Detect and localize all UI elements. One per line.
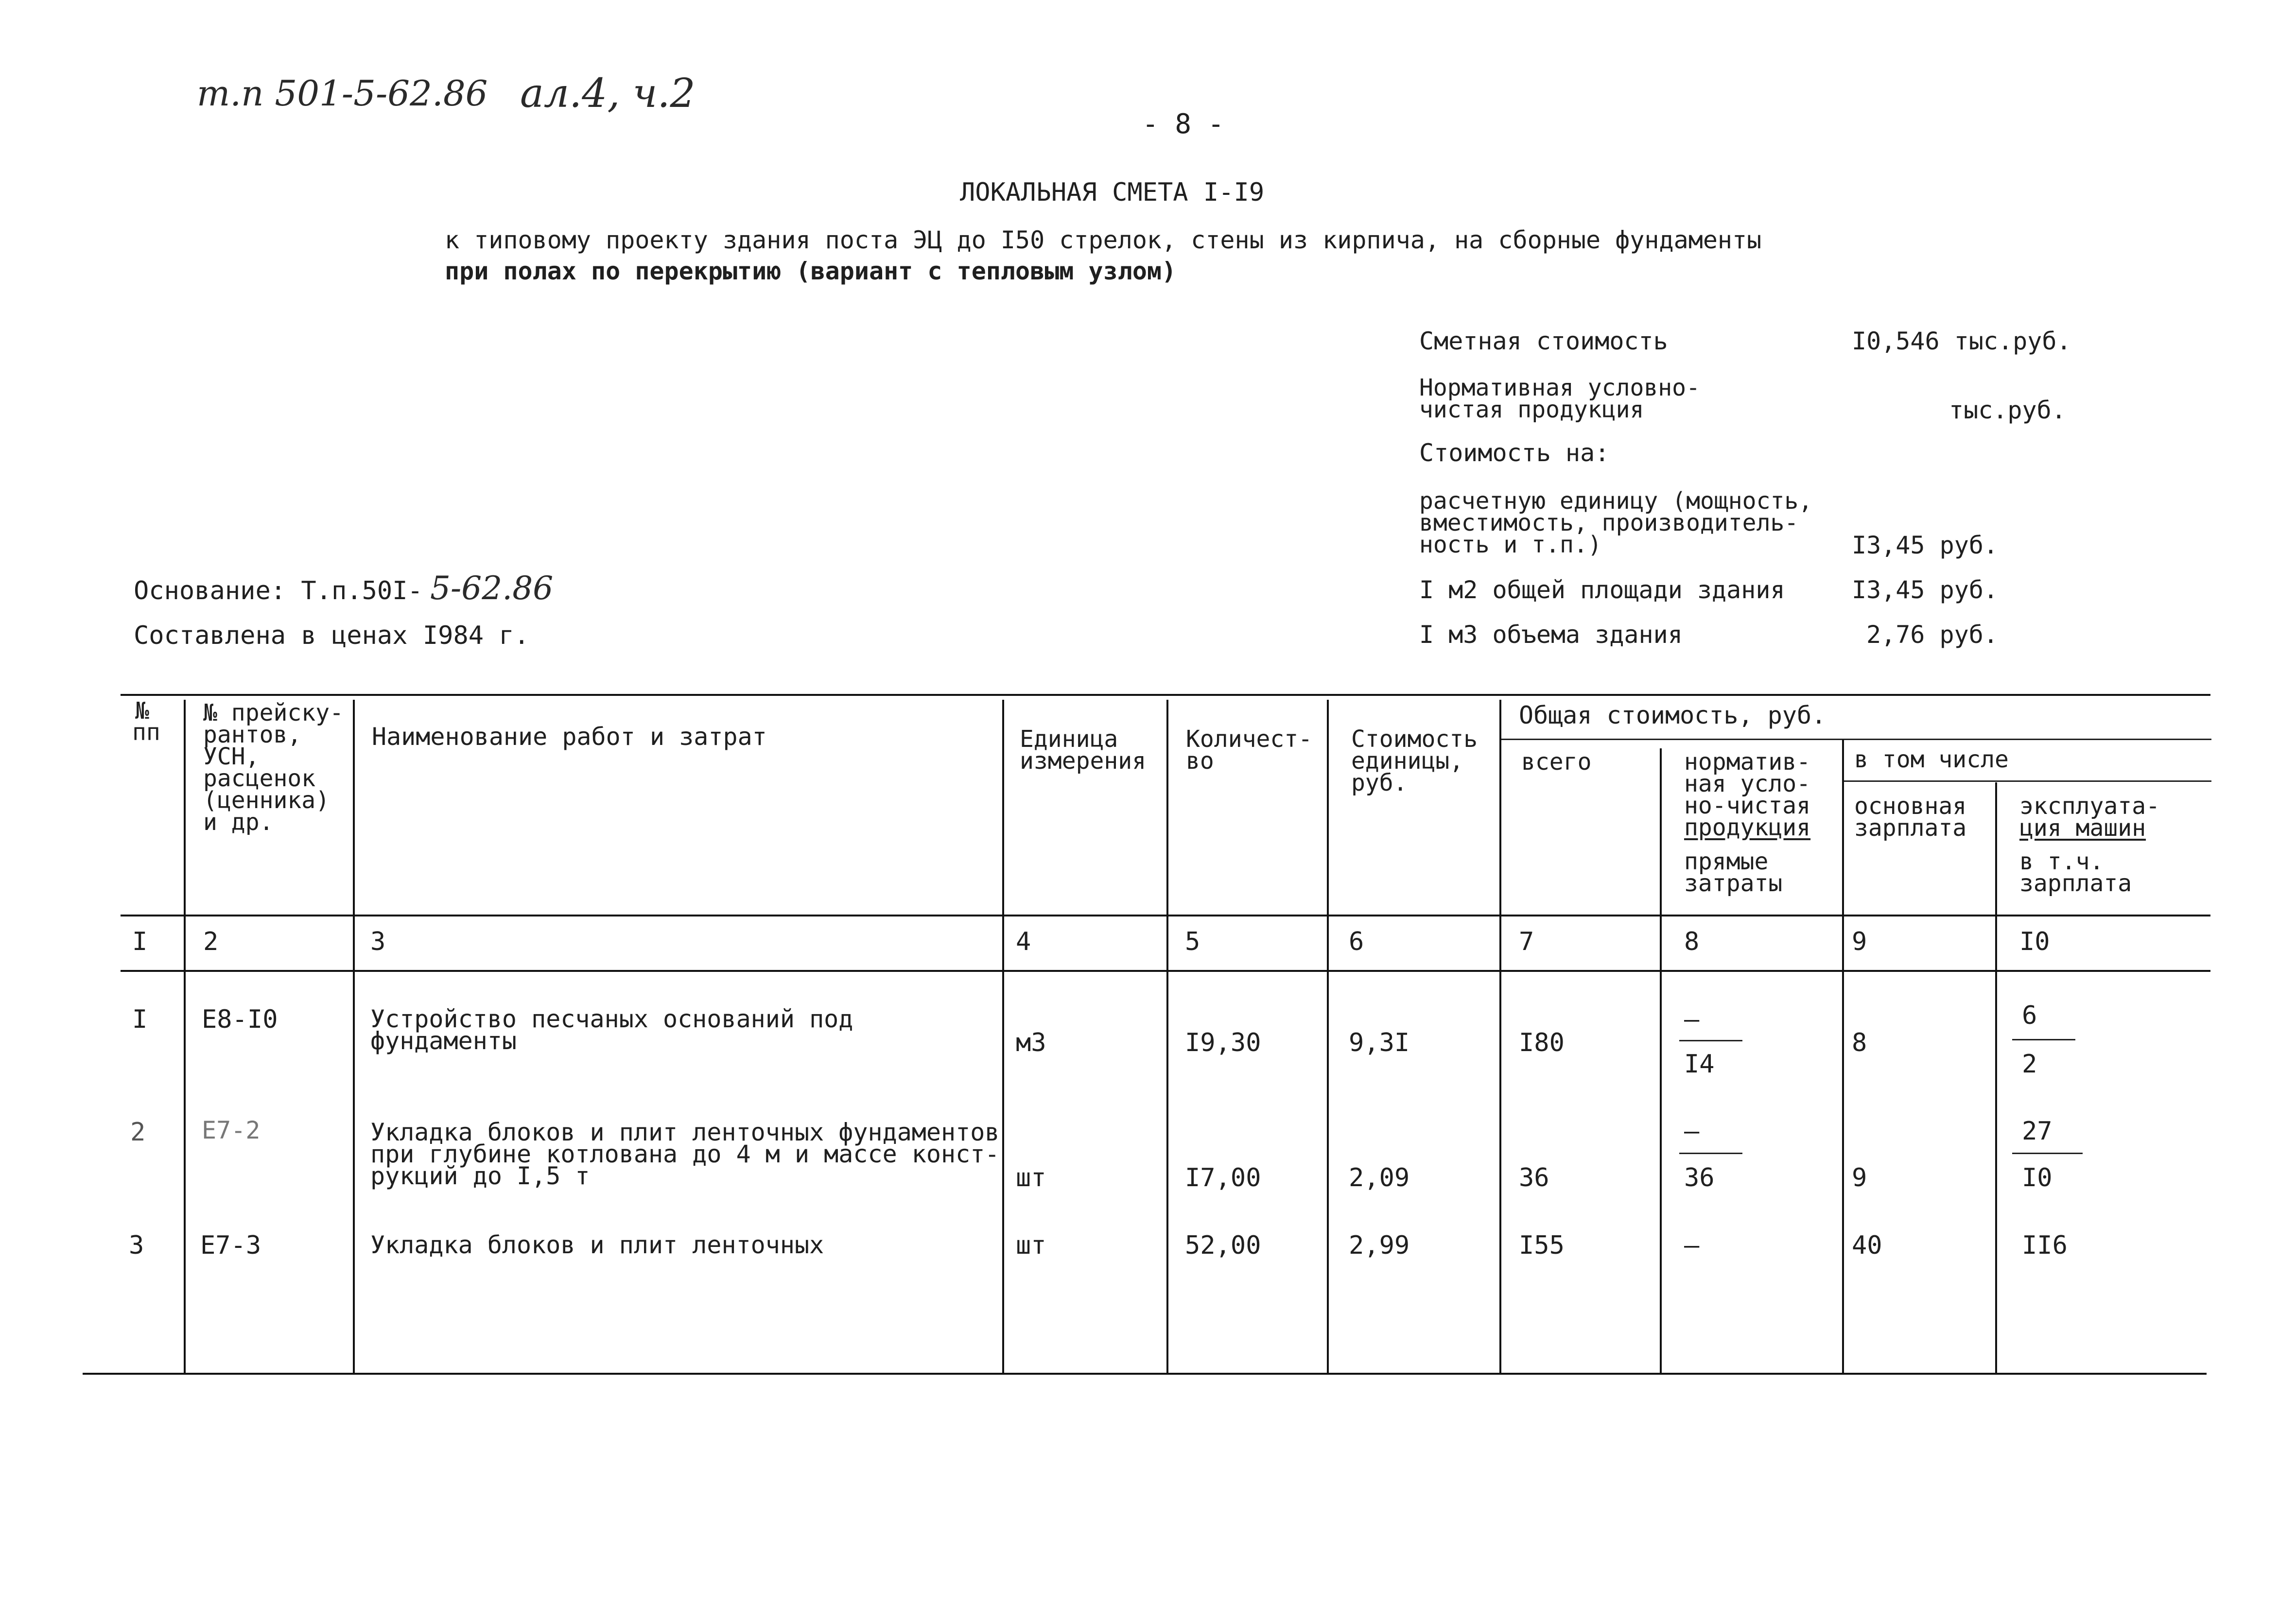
header-col1-a: № — [135, 697, 149, 725]
row2-name-1: Укладка блоков и плит ленточных фундаментов — [370, 1118, 1000, 1146]
header-col2-line6: и др. — [203, 809, 274, 836]
row2-price: 2,09 — [1349, 1163, 1410, 1192]
total-group-divider — [1499, 739, 2211, 740]
incl-group-divider — [1842, 780, 2211, 782]
colnum-9: 9 — [1852, 927, 1867, 956]
row1-unit: м3 — [1016, 1028, 1046, 1057]
row3-price: 2,99 — [1349, 1231, 1410, 1260]
row1-name-1: Устройство песчаных оснований под — [370, 1005, 853, 1033]
row3-num: 3 — [129, 1231, 144, 1260]
row2-salary: 9 — [1852, 1163, 1867, 1192]
smetnaya-value: I0,546 тыс.руб. — [1852, 327, 2071, 355]
row3-unit: шт — [1016, 1231, 1046, 1260]
document-subtitle-line-1: к типовому проекту здания поста ЭЦ до I50 стрелок, стены из кирпича, на сборные фундаменты — [445, 226, 1762, 254]
colnum-8: 8 — [1684, 927, 1700, 956]
header-col7: всего — [1521, 748, 1592, 776]
row2-mach-bottom: I0 — [2022, 1163, 2052, 1192]
row3-mach: II6 — [2022, 1231, 2068, 1260]
header-col8-line6: затраты — [1684, 870, 1783, 897]
row2-unit: шт — [1016, 1163, 1046, 1192]
header-col5-line1: Количест- — [1186, 726, 1313, 753]
header-col10-line3: в т.ч. — [2019, 848, 2104, 875]
handwritten-album-note: ал.4, ч.2 — [520, 70, 696, 117]
header-bottom-border — [121, 915, 2210, 916]
header-col10-line4: зарплата — [2019, 870, 2132, 897]
colnum-bottom-border — [121, 970, 2210, 972]
stoimost-na-label: Стоимость на: — [1419, 439, 1610, 467]
document-title: ЛОКАЛЬНАЯ СМЕТА I-I9 — [960, 178, 1265, 207]
row1-mach-top: 6 — [2022, 1001, 2037, 1030]
header-col8-line3: но-чистая — [1684, 792, 1811, 819]
row2-name-2: при глубине котлована до 4 м и массе конст- — [370, 1140, 1000, 1168]
row3-name-1: Укладка блоков и плит ленточных — [370, 1231, 824, 1259]
row2-norm-fraction-line — [1679, 1153, 1742, 1154]
row1-mach-fraction-line — [2012, 1039, 2075, 1040]
row3-qty: 52,00 — [1185, 1231, 1261, 1260]
colnum-4: 4 — [1016, 927, 1031, 956]
sostavlena-label: Составлена в ценах I984 г. — [134, 621, 529, 650]
header-col8-line2: ная усло- — [1684, 770, 1811, 797]
header-col8-line4: продукция — [1684, 814, 1811, 841]
row3-norm: – — [1684, 1231, 1700, 1260]
row2-norm-bottom: 36 — [1684, 1163, 1715, 1192]
m3-value: 2,76 руб. — [1866, 621, 1998, 649]
normative-label-1: Нормативная условно- — [1419, 374, 1700, 401]
row2-qty: I7,00 — [1185, 1163, 1261, 1192]
row2-mach-fraction-line — [2012, 1153, 2083, 1154]
row2-norm-top: – — [1684, 1117, 1700, 1146]
row1-name-2: фундаменты — [370, 1027, 517, 1055]
handwritten-project-number: т.п 501-5-62.86 — [197, 73, 488, 114]
header-col2-line3: УСН, — [203, 743, 260, 770]
header-col9-line1: основная — [1854, 793, 1967, 820]
row3-salary: 40 — [1852, 1231, 1882, 1260]
colnum-3: 3 — [370, 927, 386, 956]
m3-label: I м3 объема здания — [1419, 621, 1683, 649]
row1-total: I80 — [1519, 1028, 1565, 1057]
header-incl-group: в том числе — [1854, 746, 2009, 773]
row2-mach-top: 27 — [2022, 1117, 2052, 1146]
header-col6-line1: Стоимость — [1351, 726, 1478, 753]
header-col4-line1: Единица — [1020, 726, 1118, 753]
colnum-2: 2 — [203, 927, 219, 956]
row3-total: I55 — [1519, 1231, 1565, 1260]
row1-norm-top: – — [1684, 1005, 1700, 1034]
osnovanie-label: Основание: Т.п.50I- — [134, 576, 423, 605]
colnum-5: 5 — [1185, 927, 1200, 956]
row2-num: 2 — [130, 1118, 146, 1147]
normative-label-2: чистая продукция — [1419, 396, 1644, 423]
header-col1-b: пп — [132, 719, 160, 746]
header-col8-line5: прямые — [1684, 848, 1769, 875]
colnum-7: 7 — [1519, 927, 1534, 956]
row2-name-3: рукций до I,5 т — [370, 1162, 590, 1190]
raschet-label-2: вместимость, производитель- — [1419, 509, 1799, 536]
smetnaya-label: Сметная стоимость — [1419, 327, 1668, 355]
col-divider-9 — [1995, 782, 1997, 1374]
colnum-1: I — [132, 927, 148, 956]
header-col8-line1: норматив- — [1684, 748, 1811, 776]
row2-code: Е7-2 — [202, 1116, 261, 1144]
row1-norm-bottom: I4 — [1684, 1050, 1715, 1079]
page-number: - 8 - — [1142, 108, 1224, 140]
row1-qty: I9,30 — [1185, 1028, 1261, 1057]
row1-price: 9,3I — [1349, 1028, 1410, 1057]
table-bottom-border — [83, 1373, 2207, 1375]
col-divider-8 — [1842, 740, 1844, 1374]
header-col10-line2: ция машин — [2019, 814, 2146, 842]
document-subtitle-line-2: при полах по перекрытию (вариант с тепловым узлом) — [445, 257, 1177, 285]
raschet-value: I3,45 руб. — [1852, 531, 1999, 559]
m2-label: I м2 общей площади здания — [1419, 576, 1785, 604]
header-col2-line4: расценок — [203, 765, 316, 792]
row1-code: Е8-I0 — [202, 1005, 278, 1034]
col-divider-1 — [184, 700, 186, 1374]
table-top-border — [121, 694, 2210, 696]
col-divider-7 — [1660, 748, 1662, 1374]
header-col6-line2: единицы, — [1351, 747, 1464, 775]
col-divider-2 — [353, 700, 355, 1374]
row1-mach-bottom: 2 — [2022, 1050, 2037, 1079]
row2-total: 36 — [1519, 1163, 1549, 1192]
header-col4-line2: измерения — [1020, 747, 1147, 775]
colnum-6: 6 — [1349, 927, 1364, 956]
header-col9-line2: зарплата — [1854, 814, 1967, 842]
row3-code: Е7-3 — [200, 1231, 261, 1260]
osnovanie-handwritten: 5-62.86 — [430, 570, 554, 607]
header-col2-line2: рантов, — [203, 721, 302, 748]
normative-value: тыс.руб. — [1949, 396, 2066, 424]
header-col10-line1: эксплуата- — [2019, 793, 2160, 820]
col-divider-4 — [1166, 700, 1168, 1374]
row1-norm-fraction-line — [1679, 1040, 1742, 1041]
col-divider-5 — [1327, 700, 1329, 1374]
colnum-10: I0 — [2019, 927, 2050, 956]
header-col2-line5: (ценника) — [203, 787, 330, 814]
header-col5-line2: во — [1186, 747, 1214, 775]
row1-num: I — [132, 1005, 148, 1034]
raschet-label-3: ность и т.п.) — [1419, 531, 1602, 558]
col-divider-6 — [1499, 700, 1501, 1374]
header-col3: Наименование работ и затрат — [372, 723, 767, 751]
raschet-label-1: расчетную единицу (мощность, — [1419, 487, 1813, 515]
header-col6-line3: руб. — [1351, 769, 1408, 796]
header-col2-line1: № прейску- — [203, 699, 344, 726]
col-divider-3 — [1002, 700, 1004, 1374]
header-total-group: Общая стоимость, руб. — [1519, 701, 1826, 729]
m2-value: I3,45 руб. — [1852, 576, 1999, 604]
row1-salary: 8 — [1852, 1028, 1867, 1057]
